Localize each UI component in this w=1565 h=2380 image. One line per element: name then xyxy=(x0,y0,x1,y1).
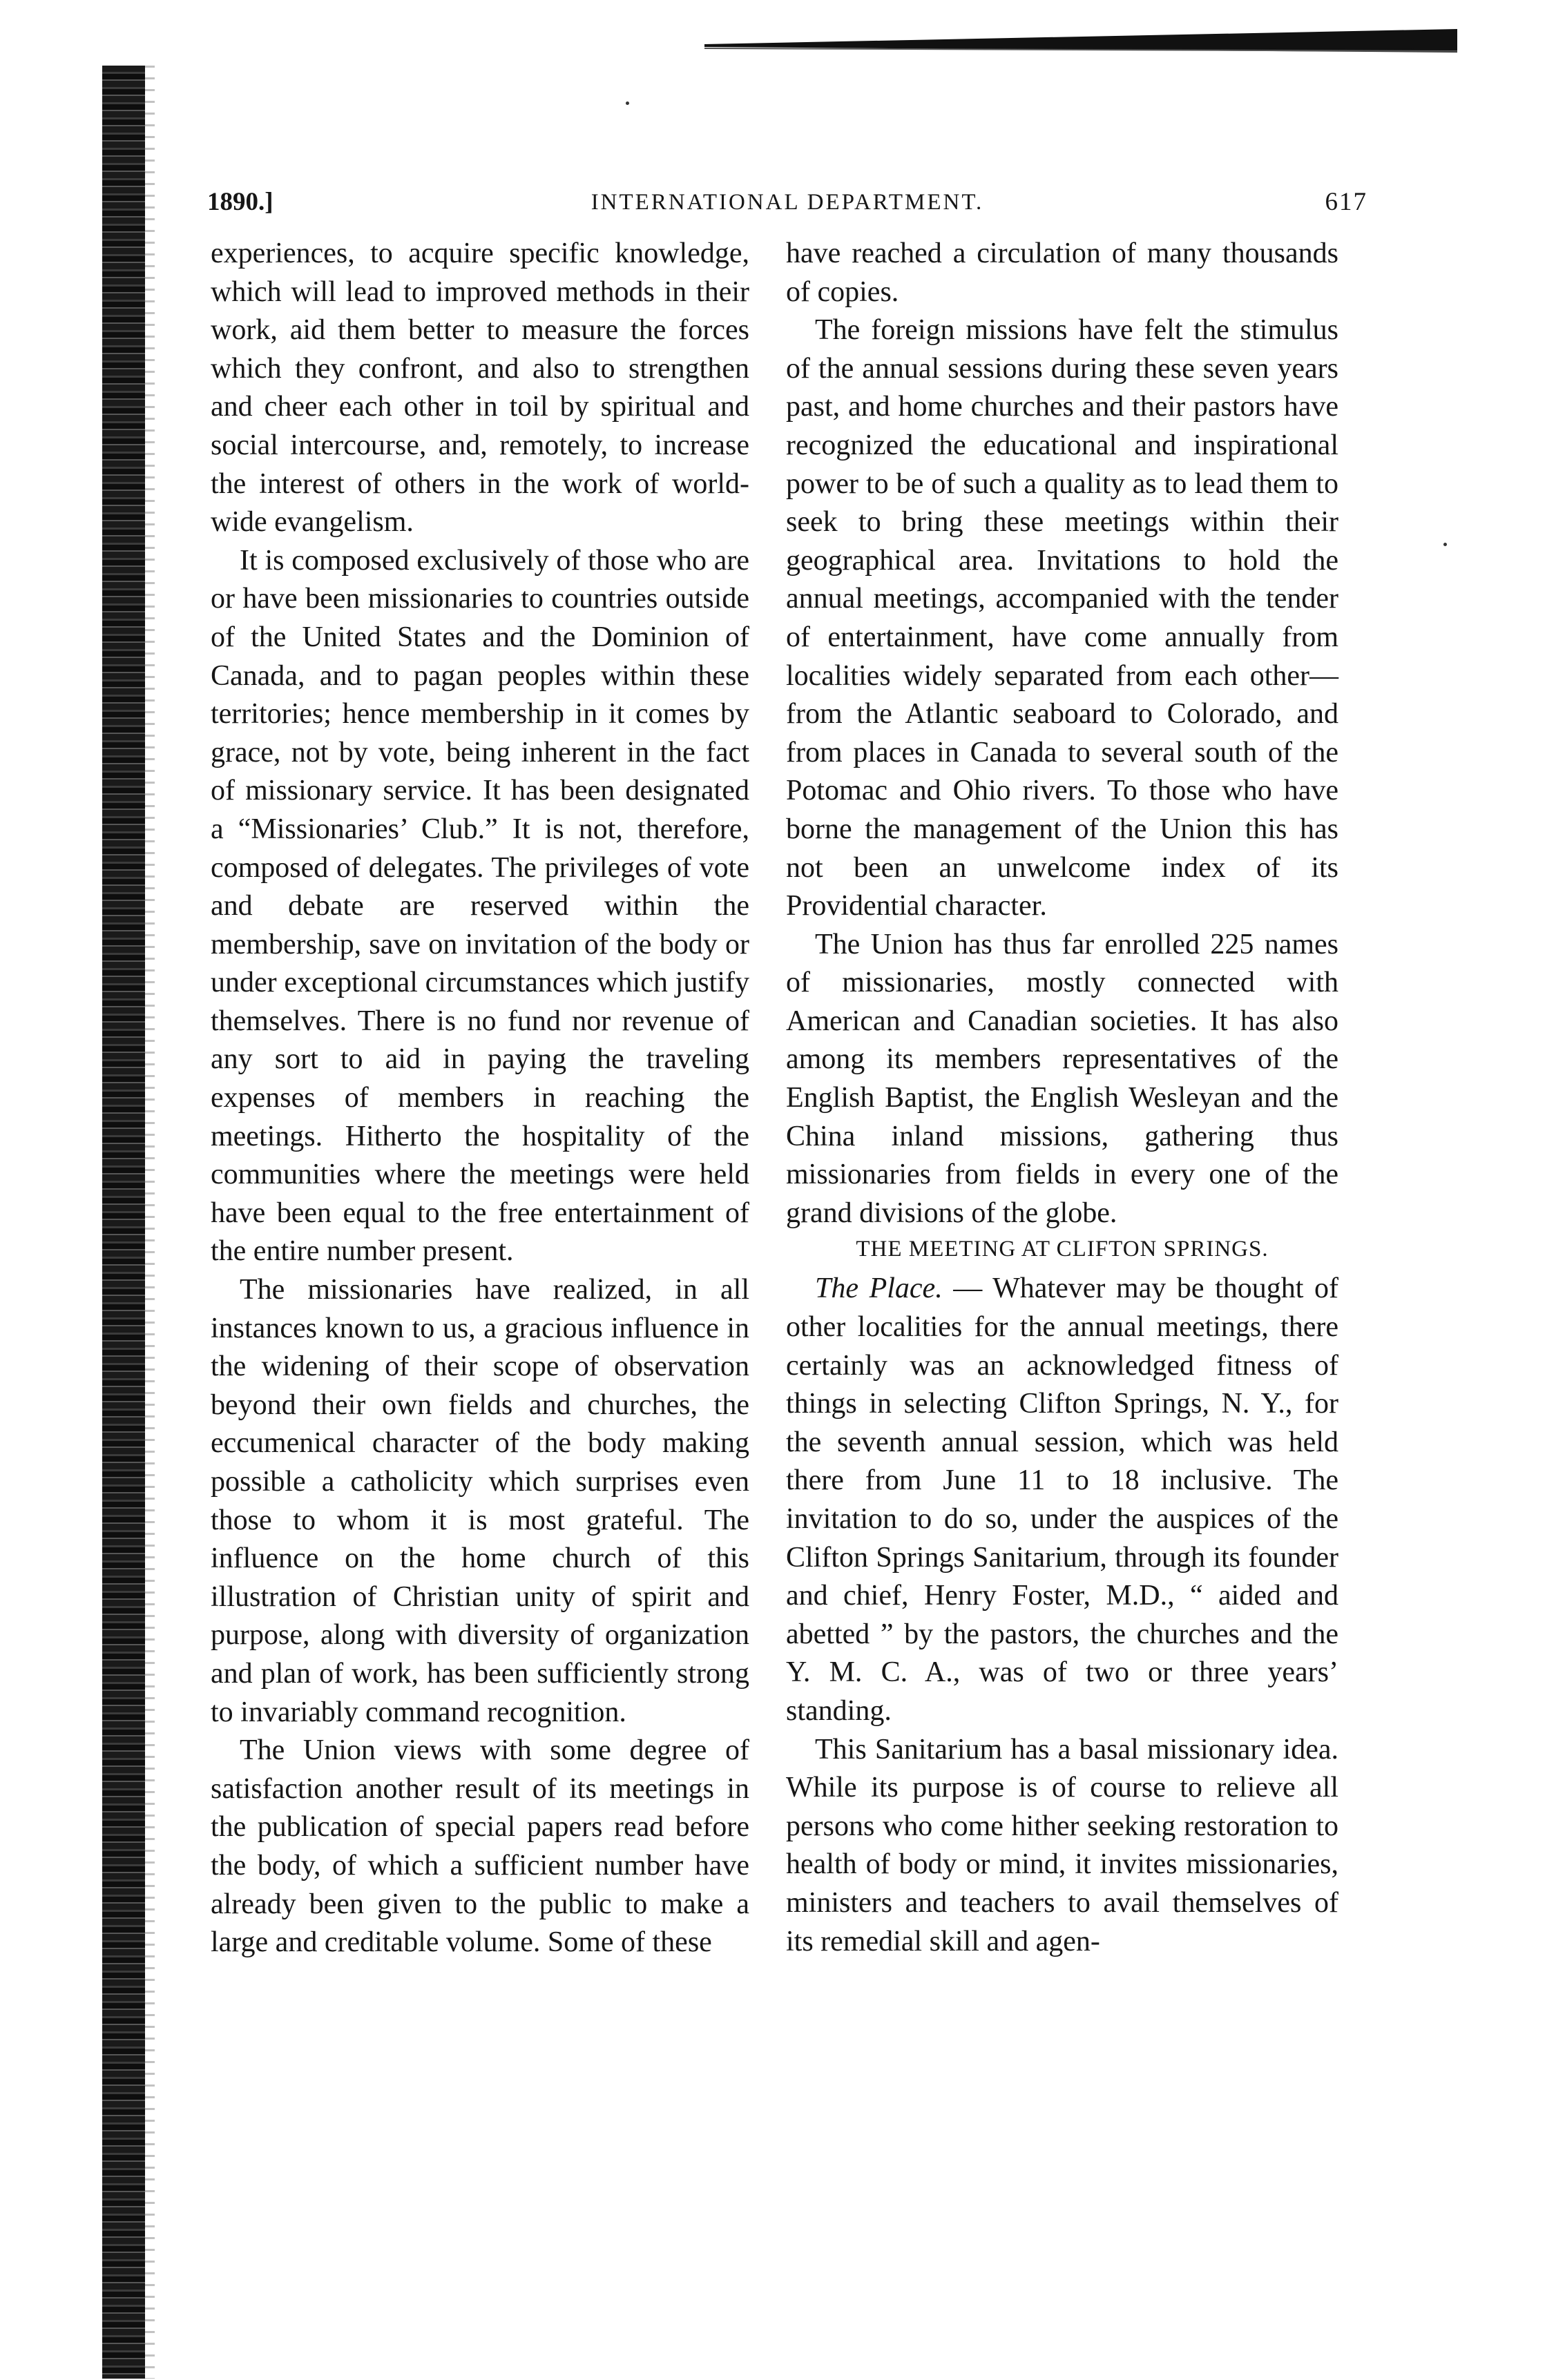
paragraph-influence: The missionaries have realized, in all instances known to us, a gracious influence in the widening of their scope of observation beyond their own fields and churches, the eccumenical character of the body making possible a catholicity which surprises even those to whom it is most grateful. The influence on the home church of this illustration of Christian unity of spirit and purpose, along with diversity of organization and plan of work, has been sufficiently strong to invariably command recognition. xyxy=(211,1274,749,1728)
running-head xyxy=(207,185,1367,220)
page-number: 617 xyxy=(1325,188,1367,216)
em-dash: — xyxy=(942,1273,993,1305)
paragraph-foreign-missions: The foreign missions have felt the stimulus of the annual sessions during these seven years past, and home churches and their pastors have recognized the educational and inspirational power to be of such a quality as to lead them to seek to bring these meetings within their geographical area. Invitations to hold the annual meetings, accompanied with the tender of entertainment, have come annually from localities widely separated from each other—from the Atlantic seaboard to Colorado, and from places in Canada to several south of the Potomac and Ohio rivers. To those who have borne the management of the Union this has not been an unwelcome index of its Providential character. xyxy=(786,314,1338,922)
binding-edge-shadow xyxy=(102,66,145,2379)
section-heading: THE MEETING AT CLIFTON SPRINGS. xyxy=(856,1237,1269,1262)
dust-speck xyxy=(1443,543,1447,546)
paragraph-sanitarium: This Sanitarium has a basal missionary idea. While its purpose is of course to relieve all persons who come hither seeking restoration to health of body or mind, it invites missionaries, ministers and teachers to avail themselves of its remedial skill and agen- xyxy=(786,1733,1338,1957)
paragraph-enrollment: The Union has thus far enrolled 225 names of missionaries, mostly connected with American and Canadian societies. It has also among its members representatives of the English Baptist, the English Wesleyan and the China inland missions, gathering thus missionaries from fields in every one of the grand divisions of the globe. xyxy=(786,928,1338,1229)
paragraph-circulation: have reached a circulation of many thousands of copies. xyxy=(786,238,1338,308)
running-head-title: INTERNATIONAL DEPARTMENT. xyxy=(591,190,984,215)
running-head-year: 1890.] xyxy=(207,188,273,216)
paragraph-membership: It is composed exclusively of those who are or have been missionaries to countries outside of the United States and the Dominion of Canada, and to pagan peoples within these territories; hence membership in it comes by grace, not by vote, being inherent in the fact of missionary service. It has been designated a “Missionaries’ Club.” It is not, therefore, composed of delegates. The privileges of vote and debate are reserved within the membership, save on invitation of the body or under exceptional circumstances which justify themselves. There is no fund nor revenue of any sort to aid in paying the traveling expenses of members in reaching the meetings. Hitherto the hospitality of the communities where the meetings were held have been equal to the free entertainment of the entire number present. xyxy=(211,544,749,1268)
dust-speck xyxy=(626,101,629,105)
paragraph-the-place-text: Whatever may be thought of other localities for the annual meetings, there certainly was an acknowledged fitness of things in selecting Clifton Springs, N. Y., for the seventh annual session, which was held there from June 11 to 18 inclusive. The invitation to do so, under the auspices of the Clifton Springs Sanitarium, through its founder and chief, Henry Foster, M.D., “ aided and abetted ” by the pastors, the churches and the Y. M. C. A., was of two or three years’ standing. xyxy=(786,1273,1339,1727)
paragraph-publications: The Union views with some degree of satisfaction another result of its meetings in the publication of special papers read before the body, of which a sufficient number have already been given to the public to make a large and creditable volume. Some of these xyxy=(211,1734,749,1959)
run-in-heading: The Place. xyxy=(815,1273,943,1305)
paragraph-continuation: experiences, to acquire specific knowledge, which will lead to improved methods in their work, aid them better to measure the forces which they confront, and also to strengthen and cheer each other in toil by spiritual and social intercourse, and, remotely, to increase the interest of others in the work of world-wide evangelism. xyxy=(211,238,749,539)
left-column xyxy=(211,235,749,1962)
top-edge-artifact xyxy=(704,28,1457,55)
paragraph-the-place xyxy=(786,1270,1338,1730)
right-column xyxy=(786,235,1338,1961)
